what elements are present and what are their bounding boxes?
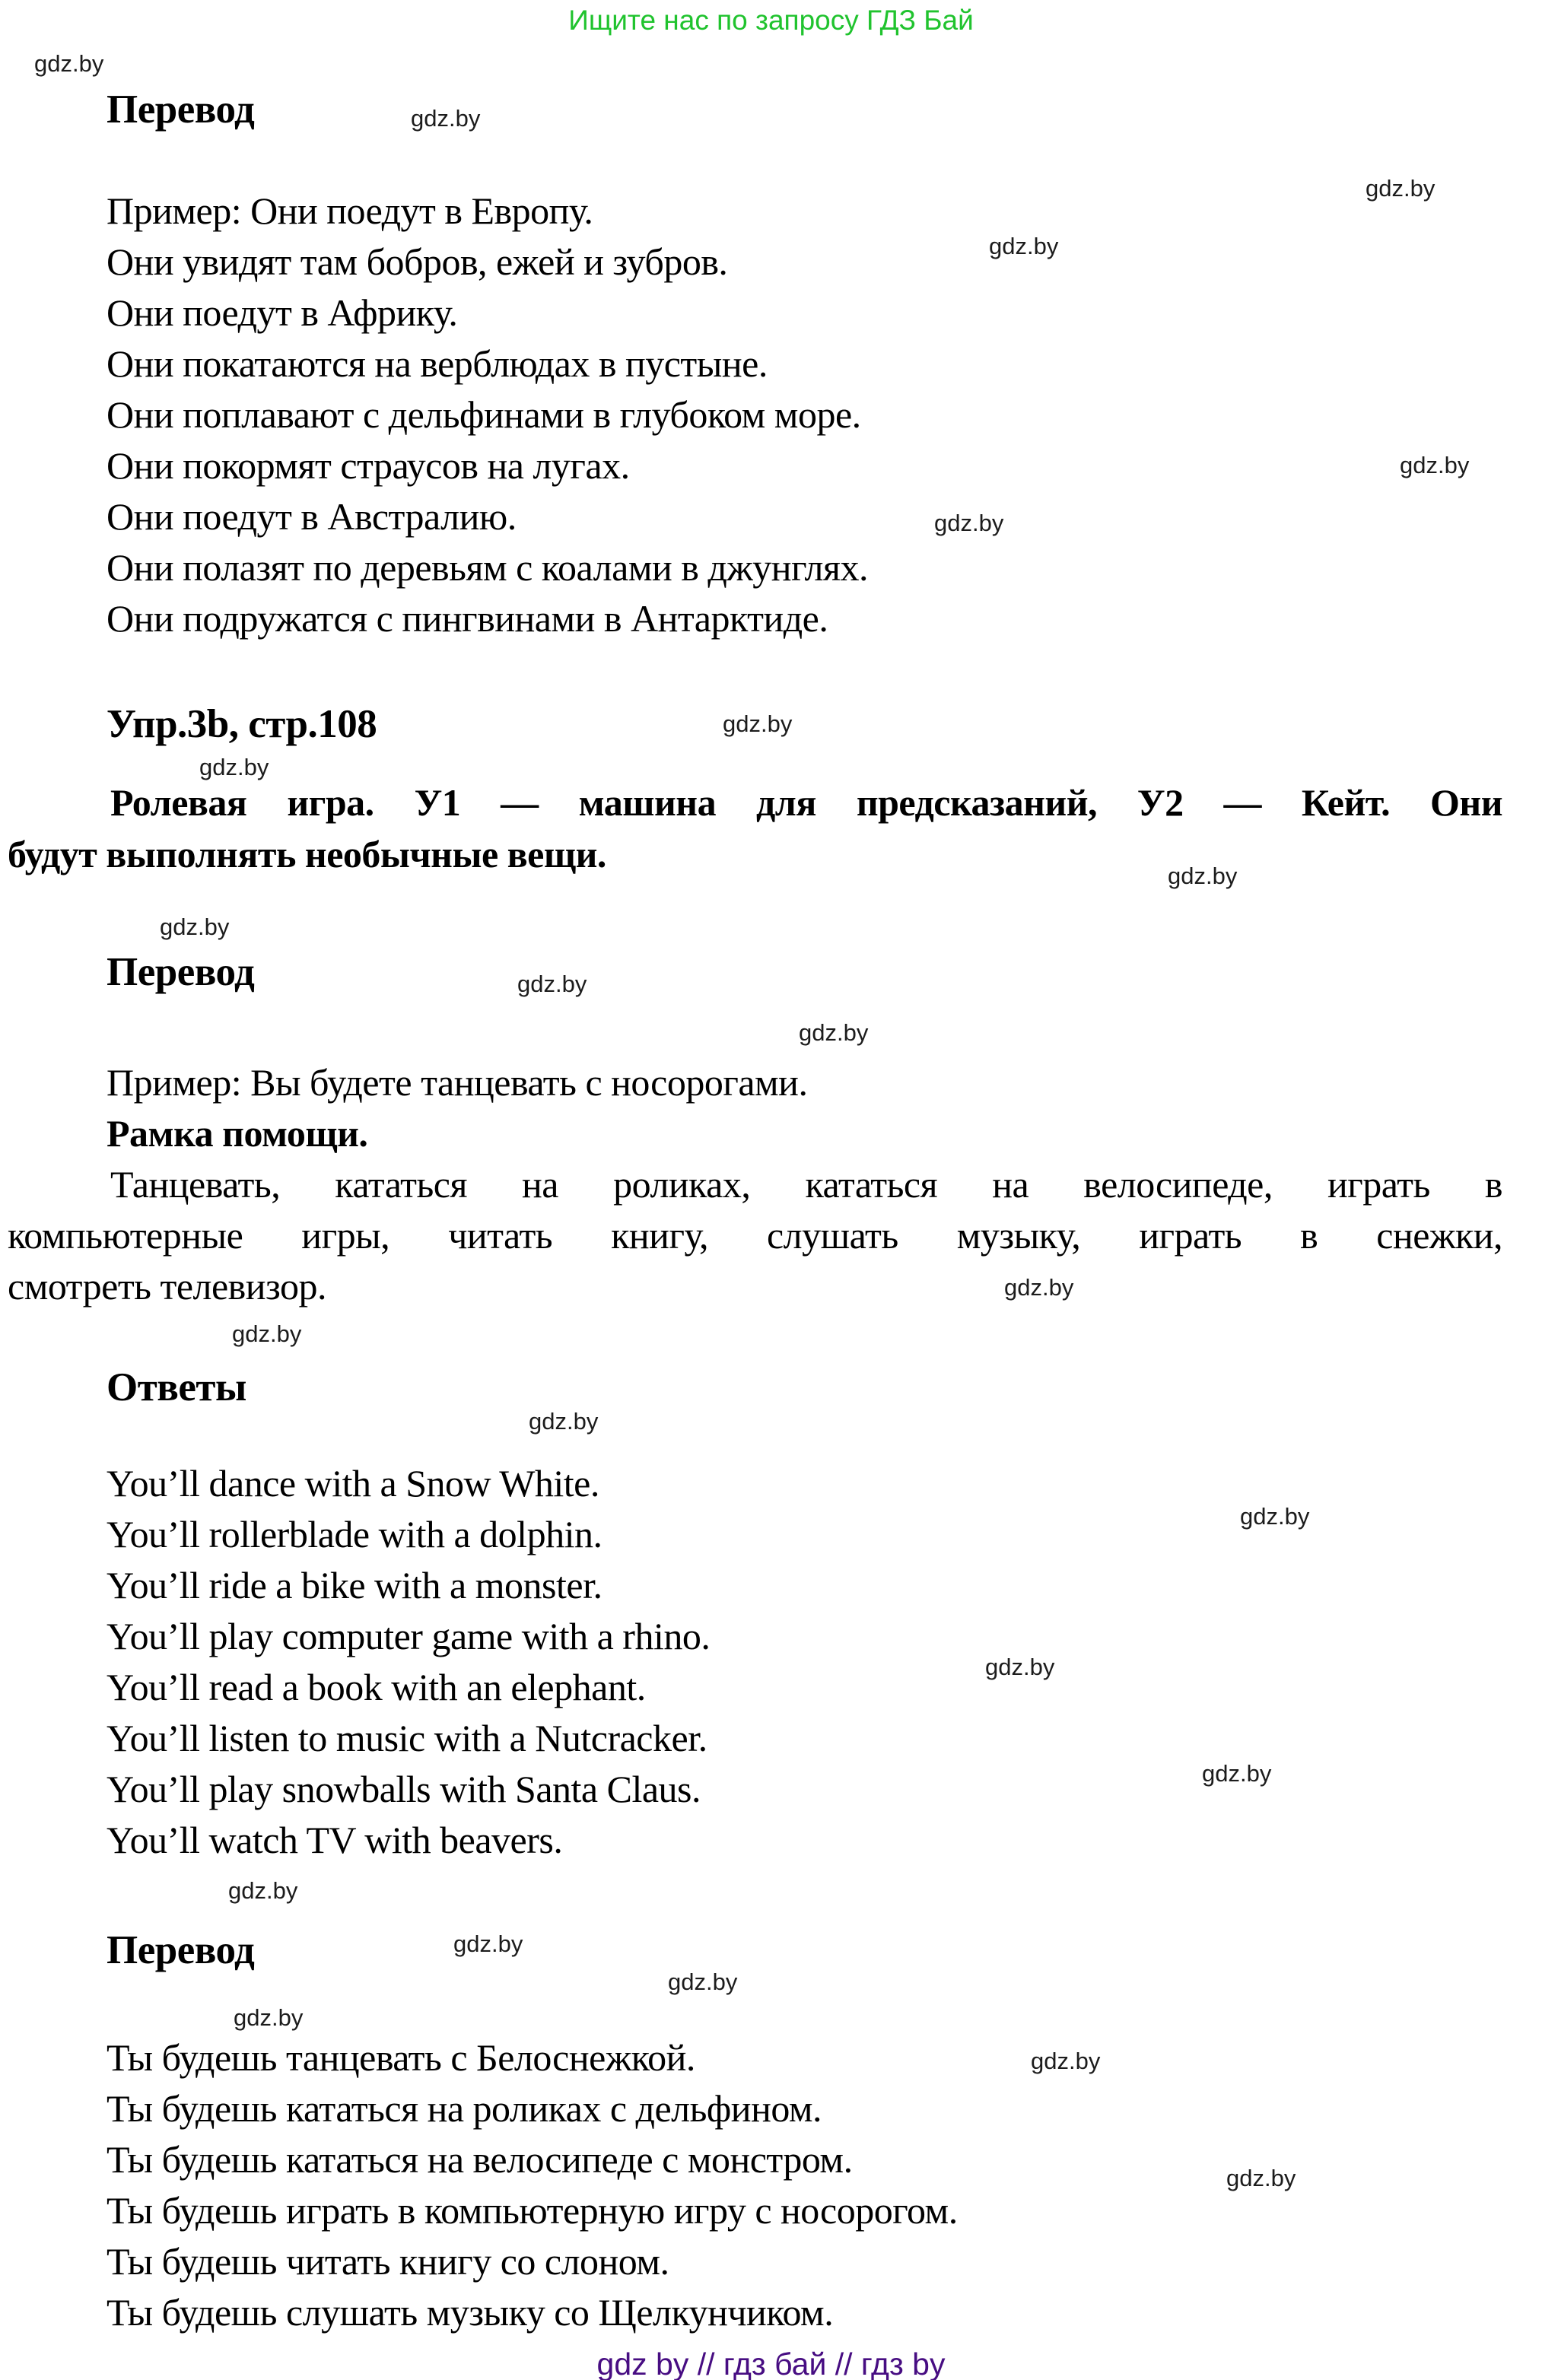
task-line: будут выполнять необычные вещи. [8, 833, 606, 875]
top-banner-text: Ищите нас по запросу ГДЗ Бай [568, 5, 974, 36]
text-line: Они поедут в Африку. [107, 291, 458, 334]
gdz-watermark: gdz.by [529, 1408, 599, 1435]
text-line: смотреть телевизор. [8, 1265, 326, 1308]
text-line: Ты будешь кататься на велосипеде с монстром. [107, 2138, 853, 2181]
text-line: Они увидят там бобров, ежей и зубров. [107, 240, 728, 283]
heading-exercise: Упр.3b, стр.108 [107, 702, 377, 746]
text-line: You’ll dance with a Snow White. [107, 1462, 599, 1505]
heading-perevod-2: Перевод [107, 950, 255, 994]
text-line: Танцевать, кататься на роликах, кататься на велосипеде, играть в [110, 1163, 1502, 1206]
text-line: Они поедут в Австралию. [107, 495, 517, 538]
gdz-watermark: gdz.by [199, 754, 269, 780]
text-line: Они поплавают с дельфинами в глубоком море. [107, 393, 861, 436]
gdz-watermark: gdz.by [411, 105, 481, 132]
gdz-watermark: gdz.by [517, 971, 587, 997]
text-line: You’ll watch TV with beavers. [107, 1819, 563, 1861]
heading-help-box: Рамка помощи. [107, 1112, 368, 1155]
gdz-watermark: gdz.by [1031, 2048, 1101, 2074]
gdz-watermark: gdz.by [1168, 863, 1238, 889]
text-line: Ты будешь кататься на роликах с дельфином. [107, 2087, 822, 2130]
text-line: Они подружатся с пингвинами в Антарктиде. [107, 597, 828, 640]
gdz-watermark: gdz.by [1366, 175, 1435, 202]
text-line: Они покатаются на верблюдах в пустыне. [107, 342, 768, 385]
gdz-watermark: gdz.by [1202, 1760, 1272, 1787]
gdz-watermark: gdz.by [989, 233, 1059, 259]
gdz-watermark: gdz.by [1400, 452, 1470, 478]
text-line: Ты будешь читать книгу со слоном. [107, 2240, 669, 2283]
text-line: Ты будешь играть в компьютерную игру с носорогом. [107, 2189, 958, 2232]
gdz-watermark: gdz.by [1240, 1503, 1310, 1530]
gdz-watermark: gdz.by [985, 1654, 1055, 1680]
gdz-watermark: gdz.by [234, 2004, 304, 2031]
text-line: Пример: Вы будете танцевать с носорогами. [107, 1061, 808, 1104]
text-line: Они полазят по деревьям с коалами в джунглях. [107, 546, 868, 589]
gdz-watermark: gdz.by [34, 50, 104, 77]
text-line: Ты будешь танцевать с Белоснежкой. [107, 2036, 695, 2079]
gdz-watermark: gdz.by [453, 1930, 523, 1957]
text-line: You’ll listen to music with a Nutcracker. [107, 1717, 707, 1759]
gdz-watermark: gdz.by [1004, 1274, 1074, 1301]
text-line: Ты будешь слушать музыку со Щелкунчиком. [107, 2291, 834, 2334]
heading-otvety: Ответы [107, 1365, 246, 1409]
gdz-watermark: gdz.by [1226, 2165, 1296, 2191]
gdz-watermark: gdz.by [799, 1019, 869, 1046]
heading-perevod-1: Перевод [107, 87, 255, 132]
text-line: Они покормят страусов на лугах. [107, 444, 630, 487]
gdz-watermark: gdz.by [160, 914, 230, 940]
text-line: You’ll rollerblade with a dolphin. [107, 1513, 602, 1555]
heading-perevod-3: Перевод [107, 1928, 255, 1972]
text-line: You’ll play computer game with a rhino. [107, 1615, 711, 1657]
footer-text: gdz by // гдз бай // гдз by [596, 2347, 946, 2380]
text-line: Пример: Они поедут в Европу. [107, 189, 593, 232]
gdz-watermark: gdz.by [934, 510, 1004, 536]
gdz-watermark: gdz.by [232, 1320, 302, 1347]
text-line: You’ll play snowballs with Santa Claus. [107, 1768, 701, 1810]
text-line: You’ll read a book with an elephant. [107, 1666, 646, 1708]
text-line: компьютерные игры, читать книгу, слушать музыку, играть в снежки, [8, 1214, 1502, 1257]
text-line: You’ll ride a bike with a monster. [107, 1564, 602, 1606]
task-line: Ролевая игра. У1 — машина для предсказаний, У2 — Кейт. Они [110, 781, 1502, 824]
gdz-watermark: gdz.by [668, 1969, 738, 1995]
gdz-watermark: gdz.by [723, 710, 793, 737]
gdz-watermark: gdz.by [228, 1877, 298, 1904]
